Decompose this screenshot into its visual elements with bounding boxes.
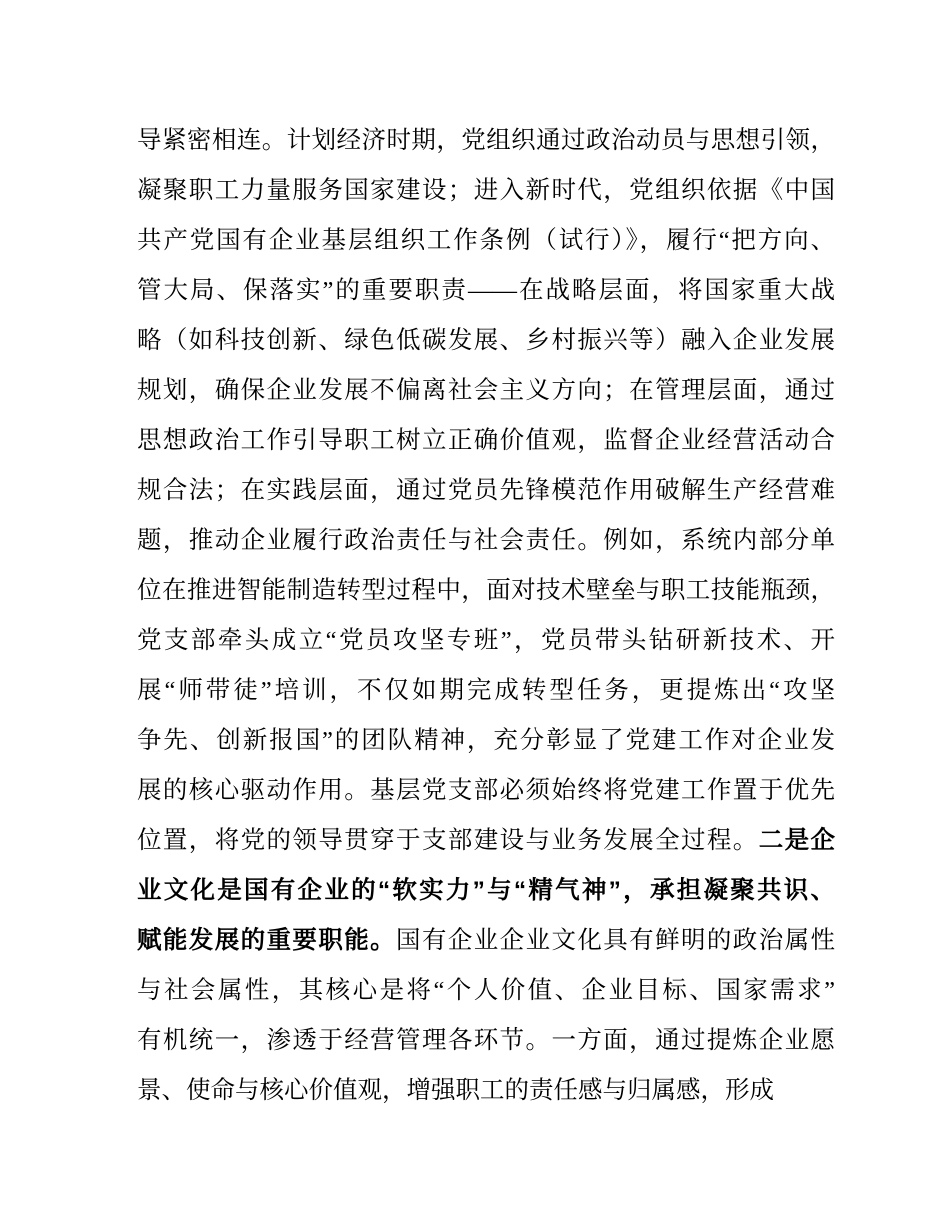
text-run: 位置，将党的领导贯穿于支部建设与业务发展全过程。: [137, 827, 759, 854]
text-line: [137, 166, 835, 216]
text-line: [137, 316, 835, 366]
text-line: [137, 566, 835, 616]
text-line: [137, 716, 835, 766]
bold-text-run: 业文化是国有企业的“软实力”与“精气神”，承担凝聚共识、: [137, 877, 835, 904]
body-text: [137, 116, 835, 1116]
text-run: 展的核心驱动作用。基层党支部必须始终将党建工作置于优先: [137, 777, 835, 804]
text-line: [137, 466, 835, 516]
text-run: 位在推进智能制造转型过程中，面对技术壁垒与职工技能瓶颈，: [137, 577, 835, 604]
text-line: [137, 416, 835, 466]
text-line: [137, 766, 835, 816]
text-run: 思想政治工作引导职工树立正确价值观，监督企业经营活动合: [137, 427, 835, 454]
text-line: [137, 266, 835, 316]
text-line: [137, 516, 835, 566]
text-line: [137, 216, 835, 266]
text-line: [137, 116, 835, 166]
text-run: 与社会属性，其核心是将“个人价值、企业目标、国家需求”: [137, 977, 835, 1004]
bold-text-run: 二是企: [758, 827, 836, 854]
text-run: 规合法；在实践层面，通过党员先锋模范作用破解生产经营难: [137, 477, 835, 504]
text-line: [137, 916, 835, 966]
text-run: 规划，确保企业发展不偏离社会主义方向；在管理层面，通过: [137, 377, 835, 404]
text-run: 有机统一，渗透于经营管理各环节。一方面，通过提炼企业愿: [137, 1027, 835, 1054]
text-run: 景、使命与核心价值观，增强职工的责任感与归属感，形成: [137, 1077, 774, 1104]
text-run: 国有企业企业文化具有鲜明的政治属性: [396, 927, 836, 954]
text-line: [137, 666, 835, 716]
text-run: 凝聚职工力量服务国家建设；进入新时代，党组织依据《中国: [137, 177, 835, 204]
text-line: [137, 366, 835, 416]
text-run: 导紧密相连。计划经济时期，党组织通过政治动员与思想引领，: [137, 127, 835, 154]
text-line: [137, 866, 835, 916]
bold-text-run: 赋能发展的重要职能。: [137, 927, 397, 954]
text-line: [137, 966, 835, 1016]
text-line: [137, 1066, 835, 1116]
text-line: [137, 1016, 835, 1066]
text-run: 管大局、保落实”的重要职责——在战略层面，将国家重大战: [137, 277, 835, 304]
text-run: 展“师带徒”培训，不仅如期完成转型任务，更提炼出“攻坚: [137, 677, 835, 704]
text-run: 党支部牵头成立“党员攻坚专班”，党员带头钻研新技术、开: [137, 627, 835, 654]
text-run: 共产党国有企业基层组织工作条例（试行）》，履行“把方向、: [137, 227, 835, 254]
text-run: 略（如科技创新、绿色低碳发展、乡村振兴等）融入企业发展: [137, 327, 835, 354]
text-line: [137, 616, 835, 666]
text-line: [137, 816, 835, 866]
text-run: 题，推动企业履行政治责任与社会责任。例如，系统内部分单: [137, 527, 835, 554]
text-run: 争先、创新报国”的团队精神，充分彰显了党建工作对企业发: [137, 727, 835, 754]
